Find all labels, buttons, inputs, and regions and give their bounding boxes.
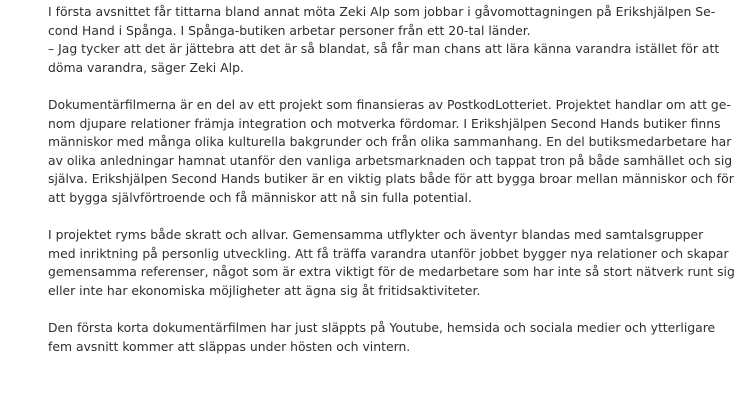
- text-line: själva. Erikshjälpen Second Hands butiker är en viktig plats både för att bygga broar mellan människor och för: [48, 171, 734, 187]
- paragraph-laughter-and-seriousness: [48, 226, 735, 300]
- text-line: av olika anledningar hamnat utanför den vanliga arbetsmarknaden och tappat tron på både samhället och sig: [48, 152, 733, 168]
- text-line: människor med många olika kulturella bakgrunder och från olika sammanhang. En del butiksmedarbetare har: [48, 134, 732, 150]
- text-line: Dokumentärfilmerna är en del av ett projekt som finansieras av PostkodLotteriet. Projektet handlar om att ge-: [48, 96, 731, 112]
- text-line: I första avsnittet får tittarna bland annat möta Zeki Alp som jobbar i gåvomottagningen på Erikshjälpen Se-: [48, 4, 716, 19]
- paragraph-release-info: [48, 319, 716, 356]
- text-line: nom djupare relationer främja integration och motverka fördomar. I Erikshjälpen Second Hands butiker finns: [48, 115, 721, 131]
- text-line: att bygga självförtroende och få människor att nå sin fulla potential.: [48, 189, 472, 205]
- text-line: I projektet ryms både skratt och allvar. Gemensamma utflykter och äventyr blandas med samtalsgrupper: [48, 227, 704, 243]
- text-line: eller inte har ekonomiska möjligheter att ägna sig åt fritidsaktiviteter.: [48, 282, 481, 298]
- text-line: cond Hand i Spånga. I Spånga-butiken arbetar personer från ett 20-tal länder.: [48, 22, 531, 38]
- paragraph-zeki-alp: [48, 3, 720, 77]
- article-body: [48, 3, 735, 375]
- text-line: döma varandra, säger Zeki Alp.: [48, 59, 244, 75]
- text-line: fem avsnitt kommer att släppas under hösten och vintern.: [48, 338, 411, 354]
- text-line: – Jag tycker att det är jättebra att det är så blandat, så får man chans att lära känna varandra istället för att: [48, 41, 720, 57]
- text-line: Den första korta dokumentärfilmen har just släppts på Youtube, hemsida och sociala medier och ytterligare: [48, 320, 716, 336]
- paragraph-project-description: [48, 96, 734, 208]
- text-line: med inriktning på personlig utveckling. Att få träffa varandra utanför jobbet bygger nya relationer och skapar: [48, 245, 729, 261]
- text-line: gemensamma referenser, något som är extra viktigt för de medarbetare som har inte så stort nätverk runt sig: [48, 264, 735, 280]
